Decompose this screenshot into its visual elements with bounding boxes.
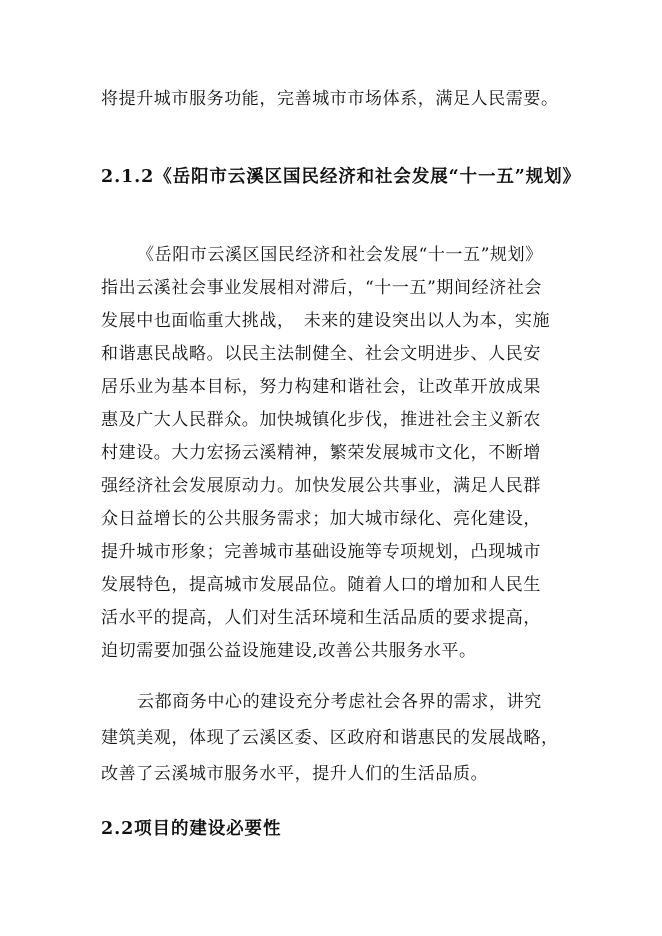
intro-line: 将提升城市服务功能，完善城市市场体系，满足人民需要。	[101, 89, 559, 109]
paragraph-line: 居乐业为基本目标，努力构建和谐社会，让改革开放成果	[101, 377, 541, 397]
paragraph-line: 建筑美观，体现了云溪区委、区政府和谐惠民的发展战略，	[101, 728, 559, 748]
paragraph-line: 村建设。大力宏扬云溪精神，繁荣发展城市文化，不断增	[101, 443, 541, 463]
section-heading-2-2: 2.2项目的建设必要性	[101, 819, 282, 839]
paragraph-line: 发展特色，提高城市发展品位。随着人口的增加和人民生	[101, 575, 541, 595]
section-heading-2-1-2: 2.1.2《岳阳市云溪区国民经济和社会发展“十一五”规划》	[101, 167, 581, 187]
paragraph-line: 提升城市形象；完善城市基础设施等专项规划，凸现城市	[101, 542, 541, 562]
paragraph-line: 迫切需要加强公益设施建设,改善公共服务水平。	[101, 641, 477, 661]
paragraph-line: 发展中也面临重大挑战， 未来的建设突出以人为本，实施	[101, 311, 551, 331]
paragraph-line: 云都商务中心的建设充分考虑社会各界的需求，讲究	[137, 692, 542, 712]
paragraph-line: 改善了云溪城市服务水平，提升人们的生活品质。	[101, 764, 489, 784]
paragraph-line: 活水平的提高，人们对生活环境和生活品质的要求提高，	[101, 608, 541, 628]
paragraph-line: 惠及广大人民群众。加快城镇化步伐，推进社会主义新农	[101, 410, 541, 430]
paragraph-line: 众日益增长的公共服务需求；加大城市绿化、亮化建设，	[101, 509, 541, 529]
paragraph-line: 《岳阳市云溪区国民经济和社会发展“十一五”规划》	[137, 245, 543, 265]
paragraph-line: 强经济社会发展原动力。加快发展公共事业，满足人民群	[101, 476, 541, 496]
paragraph-line: 和谐惠民战略。以民主法制健全、社会文明进步、人民安	[101, 344, 541, 364]
paragraph-line: 指出云溪社会事业发展相对滞后，“十一五”期间经济社会	[101, 278, 542, 298]
